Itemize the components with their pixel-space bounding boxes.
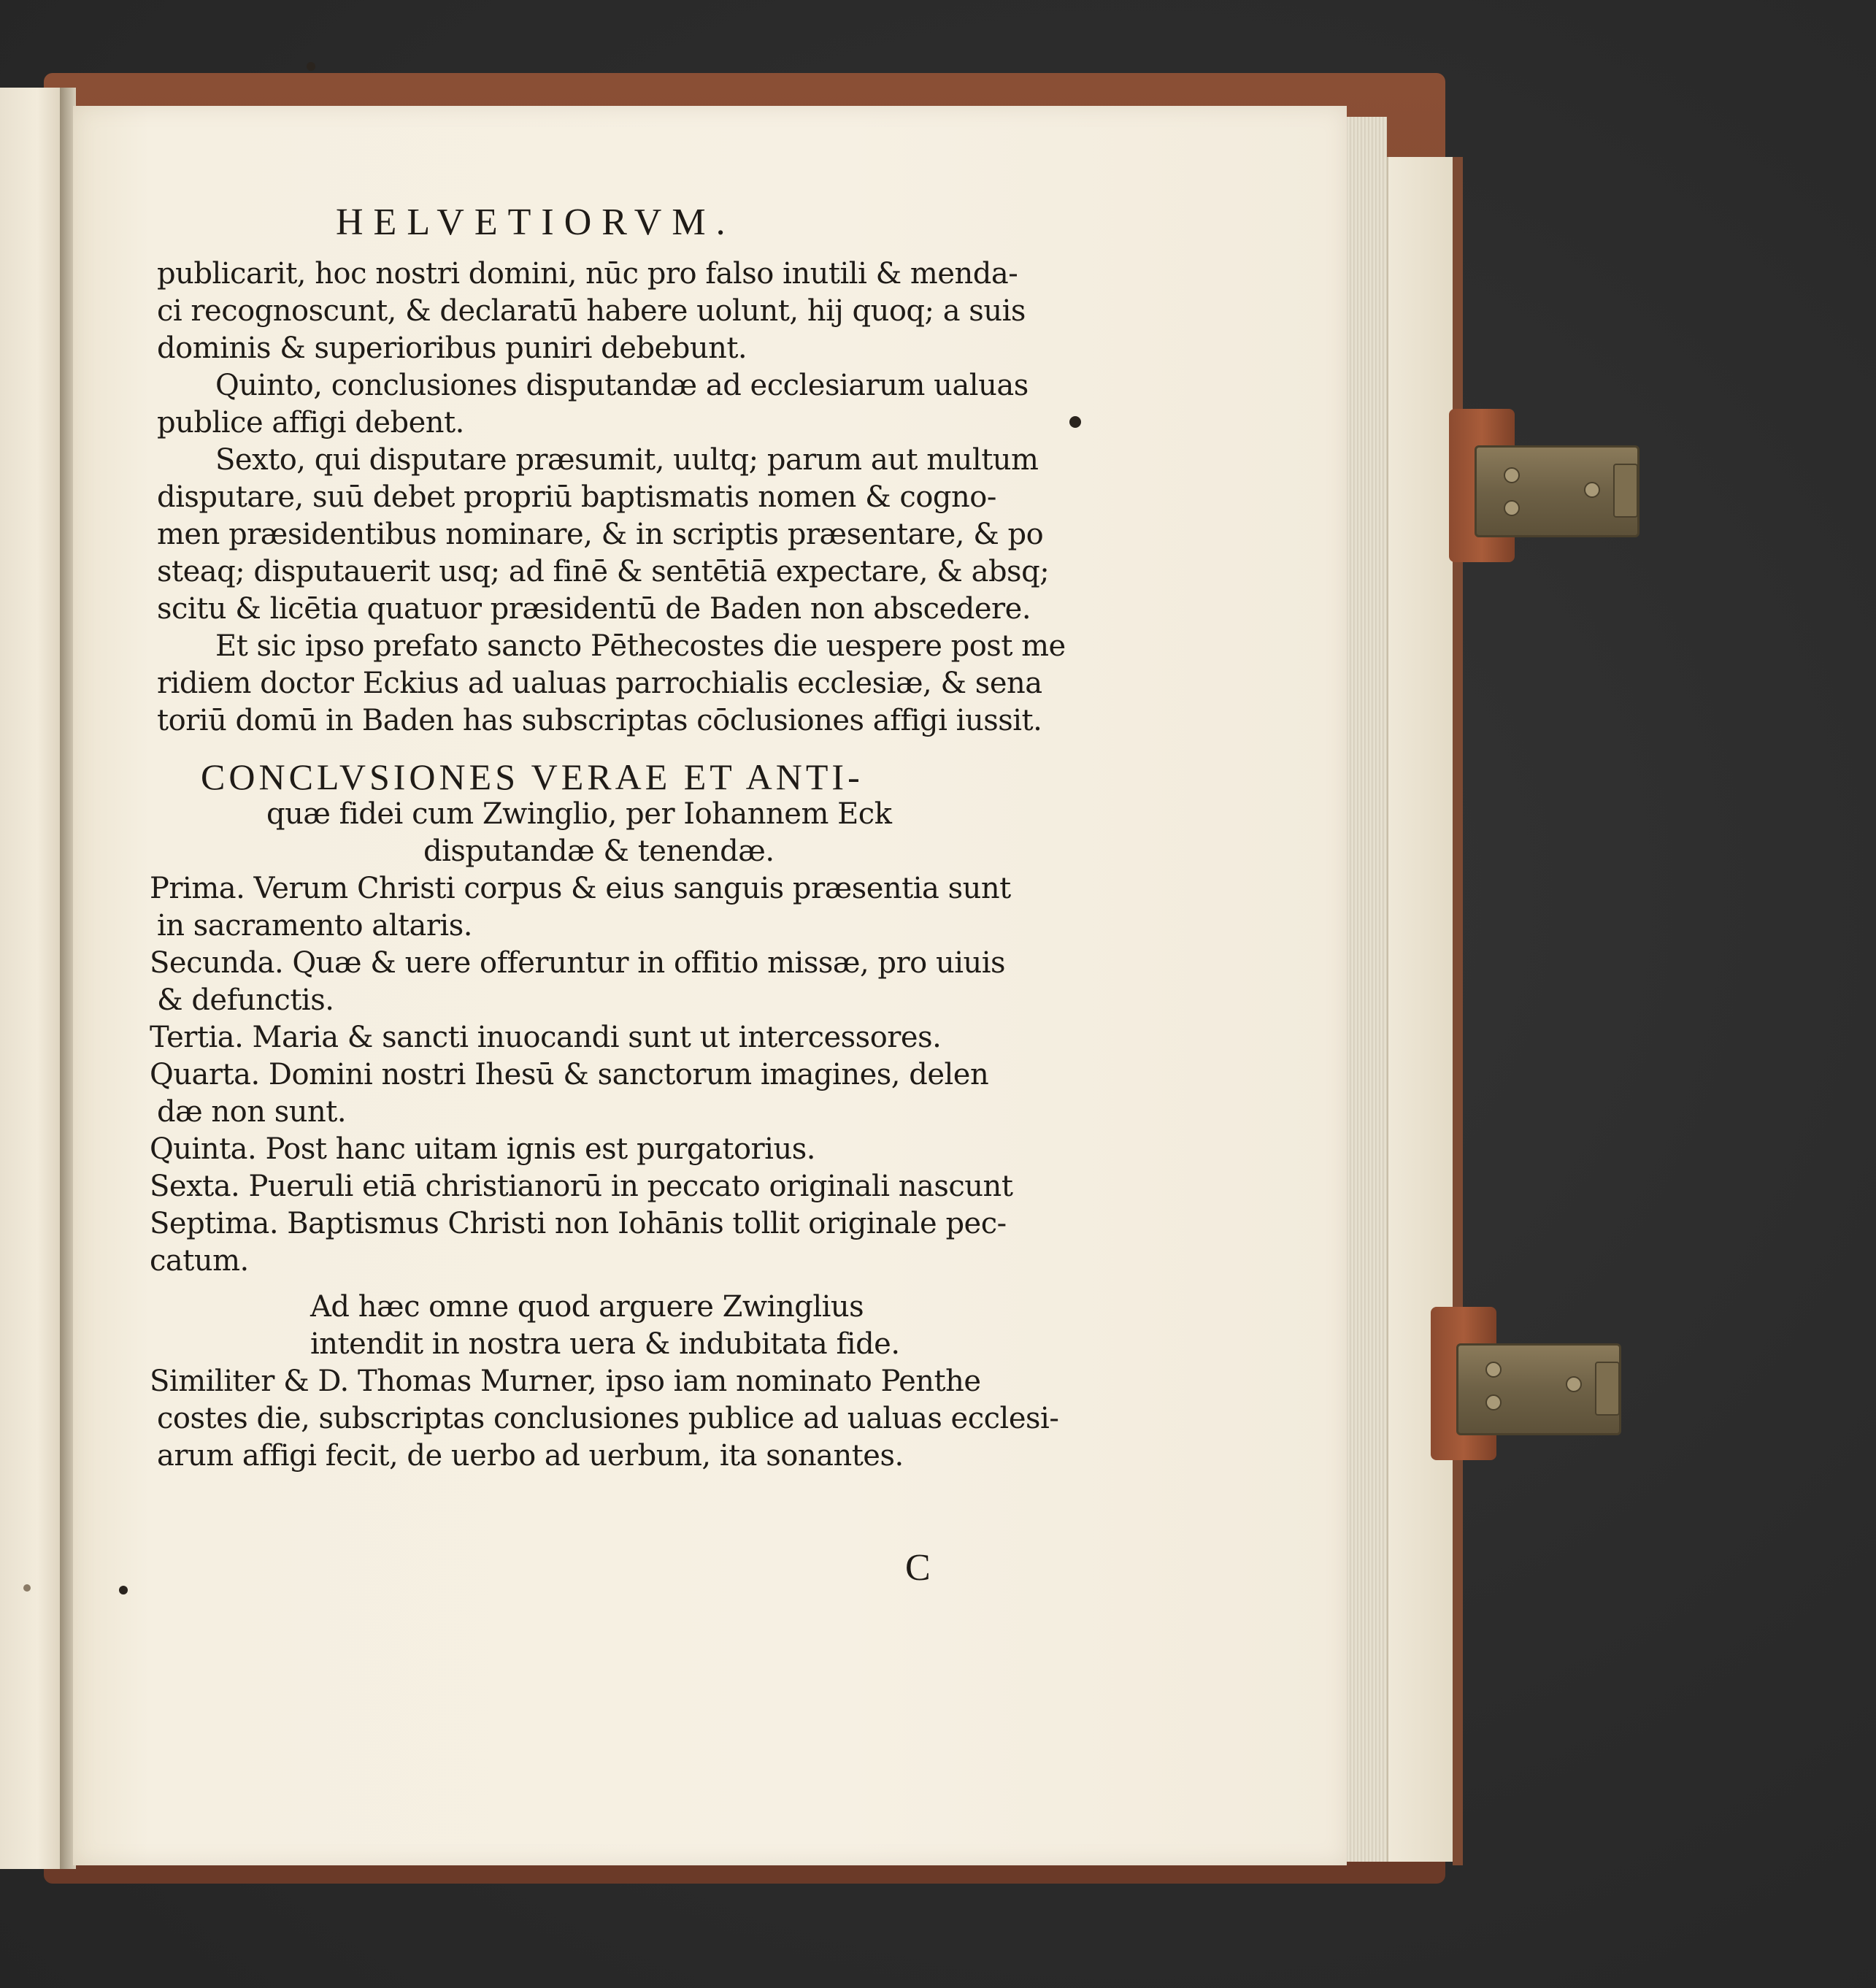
- text-line: men præsidentibus nominare, & in scriptis præsentare, & po: [157, 518, 1044, 551]
- conclusion-line: & defunctis.: [157, 983, 334, 1017]
- upper-clasp-icon: [1449, 394, 1639, 577]
- conclusion-line: Quarta. Domini nostri Ihesū & sanctorum imagines, delen: [150, 1058, 989, 1091]
- ink-spot: [23, 1584, 31, 1592]
- text-line: Similiter & D. Thomas Murner, ipso iam nominato Penthe: [150, 1365, 981, 1398]
- conclusion-line: Quinta. Post hanc uitam ignis est purgatorius.: [150, 1132, 815, 1166]
- running-head: HELVETIORVM.: [336, 202, 736, 243]
- text-line: costes die, subscriptas conclusiones publice ad ualuas ecclesi-: [157, 1402, 1059, 1435]
- conclusion-line: Tertia. Maria & sancti inuocandi sunt ut intercessores.: [150, 1021, 942, 1054]
- text-line: ci recognoscunt, & declaratū habere uolunt, hij quoq; a suis: [157, 294, 1026, 328]
- conclusion-line: in sacramento altaris.: [157, 909, 472, 943]
- signature-mark: C: [905, 1547, 931, 1589]
- left-page-edge: [0, 88, 64, 1869]
- text-line: publice affigi debent.: [157, 406, 464, 440]
- section-heading: CONCLVSIONES VERAE ET ANTI-: [201, 756, 864, 797]
- text-line: ridiem doctor Eckius ad ualuas parrochialis ecclesiæ, & sena: [157, 667, 1042, 700]
- closing-line: Ad hæc omne quod arguere Zwinglius: [310, 1290, 864, 1324]
- conclusion-line: Septima. Baptismus Christi non Iohānis tollit originale pec-: [150, 1207, 1007, 1240]
- conclusion-line: dæ non sunt.: [157, 1095, 347, 1129]
- text-line: Et sic ipso prefato sancto Pēthecostes die uespere post me: [215, 629, 1066, 663]
- conclusion-line: Secunda. Quæ & uere offeruntur in offitio missæ, pro uiuis: [150, 946, 1006, 980]
- ink-spot: [1069, 416, 1081, 428]
- text-line: Quinto, conclusiones disputandæ ad ecclesiarum ualuas: [215, 369, 1029, 402]
- page-text: [150, 256, 1066, 1475]
- lower-clasp-icon: [1431, 1292, 1621, 1475]
- heading-line: disputandæ & tenendæ.: [423, 834, 774, 868]
- text-line: steaq; disputauerit usq; ad finē & sentētiā expectare, & absq;: [157, 555, 1050, 588]
- text-line: scitu & licētia quatuor præsidentū de Baden non abscedere.: [157, 592, 1031, 626]
- text-line: toriū domū in Baden has subscriptas cōclusiones affigi iussit.: [157, 704, 1042, 737]
- text-line: Sexto, qui disputare præsumit, uultq; parum aut multum: [215, 443, 1039, 477]
- ink-spot: [119, 1586, 128, 1594]
- text-line: disputare, suū debet propriū baptismatis nomen & cogno-: [157, 480, 996, 514]
- text-line: publicarit, hoc nostri domini, nūc pro falso inutili & menda-: [157, 257, 1018, 291]
- ink-spot: [307, 62, 315, 71]
- conclusion-line: catum.: [150, 1244, 249, 1278]
- conclusion-line: Prima. Verum Christi corpus & eius sanguis præsentia sunt: [150, 872, 1011, 905]
- conclusion-line: Sexta. Pueruli etiā christianorū in peccato originali nascunt: [150, 1170, 1013, 1203]
- text-line: dominis & superioribus puniri debebunt.: [157, 331, 747, 365]
- page-block-edge: [1343, 117, 1387, 1862]
- closing-line: intendit in nostra uera & indubitata fide.: [310, 1327, 900, 1361]
- text-line: arum affigi fecit, de uerbo ad uerbum, ita sonantes.: [157, 1439, 904, 1473]
- heading-line: quæ fidei cum Zwinglio, per Iohannem Eck: [266, 797, 892, 831]
